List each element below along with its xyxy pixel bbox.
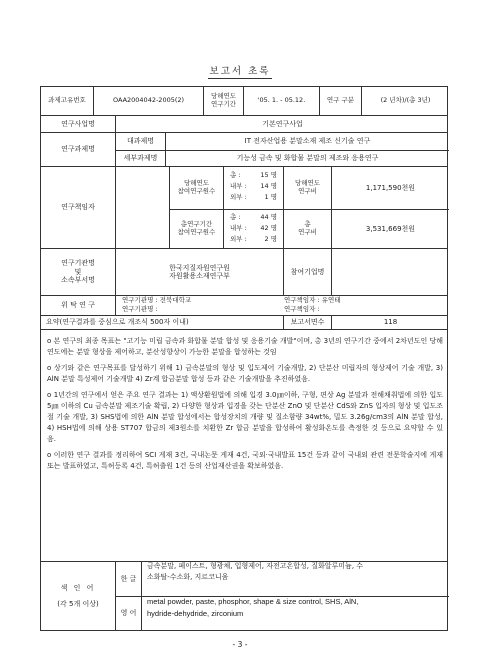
main-task-value: IT 전자산업용 분말소재 제조 신기술 연구 — [165, 133, 449, 150]
total-cost-value: 3,531,669천원 — [331, 209, 449, 248]
sub-task-label: 세부과제명 — [115, 150, 165, 166]
partner-company-label: 참여기업명 — [283, 249, 331, 295]
meta-row — [41, 87, 447, 115]
total-staff-label: 총연구기간 참여연구원수 — [169, 209, 223, 248]
keywords-en-label: 영 어 — [115, 596, 141, 630]
summary-text — [47, 336, 443, 473]
yearly-cost-value: 1,171,590천원 — [331, 167, 449, 209]
collab-details: 연구기관명 : 전북대학교 연구책임자 : 유연태 연구기관명 : 연구책임자 : — [115, 296, 449, 315]
yearly-cost-label: 당해연도 연구비 — [283, 167, 331, 209]
researcher-name — [115, 167, 169, 248]
task-no-value: OAA2004042-2005(2) — [93, 87, 203, 115]
summary-paragraph-2: o 상기와 같은 연구목표를 달성하기 위해 1) 금속분말의 형상 및 입도제어 기술개발, 2) 단분산 미립자의 형상제어 기술 개발, 3) AlN 분말 특성제어 기술개발 4) Zr계 합금분말 합성 등과 같은 기술개발을 추진하였음. — [47, 364, 443, 384]
institution-row — [41, 248, 447, 295]
task-label: 연구과제명 — [61, 145, 95, 154]
summary-body — [41, 329, 447, 561]
task-no-label: 과제고유번호 — [48, 96, 86, 105]
summary-header-row — [41, 315, 447, 329]
sub-task-value: 기능성 금속 및 화합물 분말의 제조와 응용연구 — [165, 150, 449, 166]
yearly-staff-counts: 총 : 내부 : 외부 : 15 명 14 명 1 명 — [223, 167, 283, 209]
collab-label: 위 탁 연 구 — [61, 301, 95, 310]
summary-paragraph-3: o 1년간의 연구에서 얻은 주요 연구 결과는 1) 액상환원법에 의해 입경 3.0㎛이하, 구형, 편상 Ag 분말과 전해채취법에 의한 입도 5㎛ 이하의 Cu 금속분말 제조기술 확립, 2) 다양한 형상과 입경을 갖는 단분산 ZnO 및 단분산 CdS와 ZnS 입자의 형상 및 입도조절 기술 개발, 3) SHS법에 의한 AlN 분말 합성에서는 합성장치의 개량 및 질소함량 34wt%, 밀도 3.26g/cm3의 AlN 분말 합성, 4) HSH법에 의해 상용 ST707 합금의 제3원소를 치환한 Zr 합금 분말을 합성하여 활성화온도를 측정한 것 등으로 요약할 수 있음. — [47, 391, 443, 444]
keywords-row — [41, 561, 447, 630]
page-title: 보고서 초록 — [209, 66, 271, 77]
total-staff-counts: 총 : 내부 : 외부 : 44 명 42 명 2 명 — [223, 209, 283, 248]
program-row — [41, 115, 447, 132]
collab-org: 전북대학교 — [159, 296, 192, 304]
period-value: '05. 1. - 05.12. — [243, 87, 319, 115]
summary-paragraph-4: o 이러한 연구 결과를 정리하여 SCI 게재 3건, 국내논문 게재 4건, 국외·국내발표 15건 등과 같이 국내외 관련 전문학술지에 게재 또는 발표하였고, 특허등록 4건, 특허출원 1건 등의 산업재산권을 확보하였음. — [47, 451, 443, 471]
task-row — [41, 132, 447, 166]
report-pages-label: 보고서면수 — [283, 316, 331, 329]
report-pages-value: 118 — [331, 316, 449, 329]
stage-label: 연구 구분 — [319, 87, 361, 115]
program-value: 기본연구사업 — [115, 116, 449, 132]
researchers-row — [41, 166, 447, 248]
collab-lead: 유연태 — [321, 296, 341, 304]
partner-company-value — [331, 249, 449, 295]
summary-label: 요약(연구결과를 중심으로 개조식 500자 이내) — [46, 318, 189, 327]
program-label: 연구사업명 — [61, 119, 95, 128]
report-abstract-form — [40, 86, 448, 631]
stage-value: (2 년차)/(총 3년) — [361, 87, 449, 115]
institution-name: 한국지질자원연구원 자원활용소재연구부 — [115, 249, 283, 295]
collab-row — [41, 295, 447, 315]
keywords-label: 색 인 어 (각 5개 이상) — [57, 583, 99, 608]
keywords-en: metal powder, paste, phosphor, shape & size control, SHS, AlN, hydride-dehydride, zirconium — [141, 596, 449, 630]
researcher-label: 연구책임자 — [61, 203, 95, 212]
page-number: - 3 - — [232, 640, 248, 649]
main-task-label: 대과제명 — [115, 133, 165, 150]
total-cost-label: 총 연구비 — [283, 209, 331, 248]
yearly-staff-label: 당해연도 참여연구원수 — [169, 167, 223, 209]
institution-label: 연구기관명 및 소속부서명 — [61, 259, 95, 285]
summary-paragraph-1: o 본 연구의 최종 목표는 "고기능 미립 금속과 화합물 분말 합성 및 응용기술 개발"이며, 총 3년의 연구기간 중에서 2차년도인 당해연도에는 분말 형상을 제어하고, 분산성향상이 가능한 분말을 합성하는 것임 — [47, 337, 443, 357]
period-label: 당해연도 연구기간 — [203, 87, 243, 115]
keywords-ko-label: 한 글 — [115, 562, 141, 596]
keywords-ko: 금속분말, 페이스트, 형광체, 입형제어, 자전고온합성, 질화알루미늄, 수 소화탈-수소화, 지르코니움 — [141, 562, 449, 596]
